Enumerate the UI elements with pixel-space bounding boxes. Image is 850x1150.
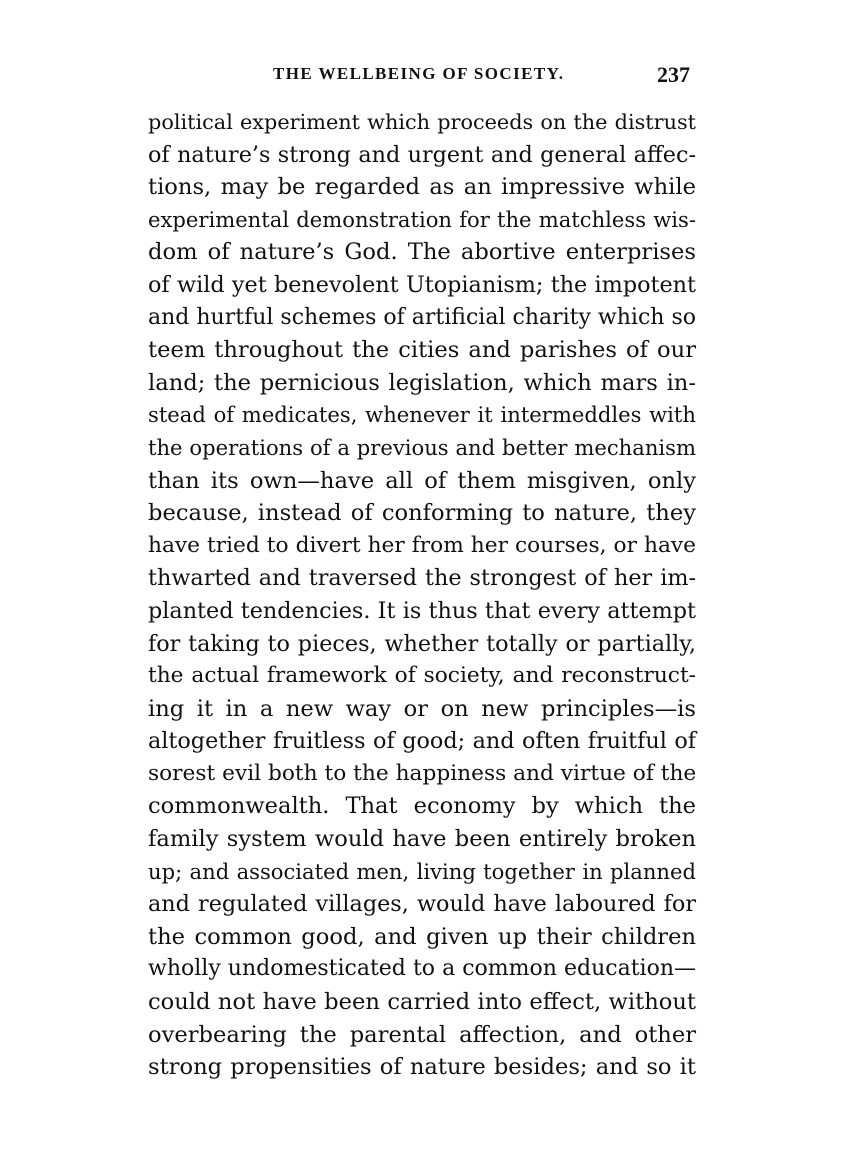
text-line: of wild yet benevolent Utopianism; the impotent bbox=[148, 271, 696, 298]
text-line: and hurtful schemes of artificial charity which so bbox=[148, 304, 696, 330]
text-line: than its own—have all of them misgiven, only bbox=[148, 467, 696, 494]
text-line: the operations of a previous and better mechanism bbox=[148, 434, 696, 460]
text-line: thwarted and traversed the strongest of her im- bbox=[148, 565, 696, 592]
text-line: family system would have been entirely broken bbox=[148, 826, 696, 853]
text-line: stead of medicates, whenever it intermeddles with bbox=[148, 402, 696, 428]
text-line: experimental demonstration for the matchless wis- bbox=[148, 206, 696, 232]
text-line: commonwealth. That economy by which the bbox=[148, 793, 696, 820]
text-line: strong propensities of nature besides; and so it bbox=[148, 1054, 696, 1081]
text-line: up; and associated men, living together in planned bbox=[148, 858, 696, 884]
text-line: teem throughout the cities and parishes of our bbox=[148, 337, 696, 364]
text-line: could not have been carried into effect, without bbox=[148, 989, 696, 1016]
text-line: because, instead of conforming to nature, they bbox=[148, 500, 696, 527]
text-line: sorest evil both to the happiness and virtue of the bbox=[148, 760, 697, 786]
text-line: of nature’s strong and urgent and general affec- bbox=[148, 141, 696, 168]
text-line: planted tendencies. It is thus that every attempt bbox=[148, 597, 696, 624]
running-head bbox=[150, 64, 698, 90]
text-line: tions, may be regarded as an impressive while bbox=[148, 174, 696, 201]
text-line: land; the pernicious legislation, which mars in- bbox=[148, 369, 696, 396]
body-text bbox=[148, 106, 696, 1084]
text-line: and regulated villages, would have laboured for bbox=[148, 891, 696, 918]
text-line: altogether fruitless of good; and often fruitful of bbox=[148, 728, 696, 755]
text-line: wholly undomesticated to a common education— bbox=[148, 956, 696, 982]
text-line: the common good, and given up their children bbox=[148, 923, 696, 950]
text-line: political experiment which proceeds on the distrust bbox=[148, 110, 696, 134]
page-number: 237 bbox=[657, 62, 690, 87]
running-title: THE WELLBEING OF SOCIETY. bbox=[273, 64, 565, 83]
text-line: the actual framework of society, and reconstruct- bbox=[148, 663, 696, 689]
text-line: overbearing the parental affection, and other bbox=[148, 1021, 696, 1048]
text-line: dom of nature’s God. The abortive enterprises bbox=[148, 239, 696, 266]
text-line: have tried to divert her from her courses, or have bbox=[148, 532, 696, 558]
text-line: ing it in a new way or on new principles—is bbox=[148, 695, 696, 722]
text-line: for taking to pieces, whether totally or partially, bbox=[148, 630, 696, 657]
